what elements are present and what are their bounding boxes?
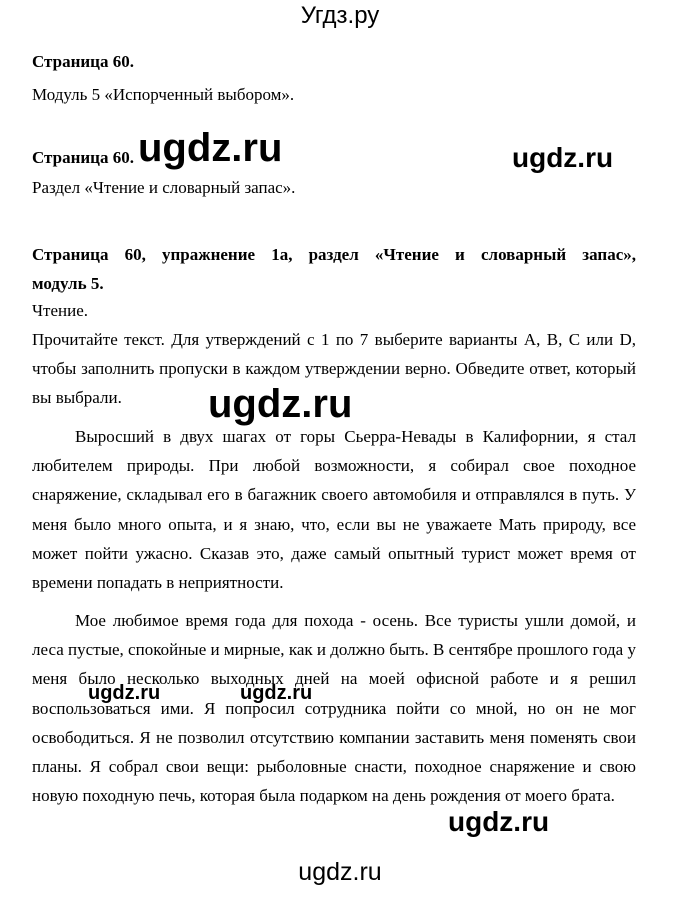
exercise-heading-line1: Страница 60, упражнение 1а, раздел «Чтение и словарный запас», — [32, 245, 636, 264]
watermark: ugdz.ru — [208, 382, 353, 426]
watermark: ugdz.ru — [448, 806, 550, 837]
footer-site: ugdz.ru — [298, 858, 382, 886]
exercise-heading-line2: модуль 5. — [32, 274, 104, 293]
section-title: Страница 60. — [32, 148, 134, 167]
exercise-instruction: Прочитайте текст. Для утверждений с 1 по 7 выберите варианты A, B, C или D, чтобы заполнить пропуски в каждом утверждении верно. Обведите ответ, который вы выбрали. — [32, 330, 636, 408]
exercise-label: Чтение. — [32, 301, 89, 320]
exercise-heading — [32, 240, 636, 298]
watermark: ugdz.ru — [88, 682, 161, 704]
section-title: Страница 60. — [32, 52, 134, 71]
text-paragraph: Мое любимое время года для похода - осень. Все туристы ушли домой, и леса пустые, спокойные и мирные, как и должно быть. В сентябре прошлого года у меня было несколько выходных дней на моей офисной работе и я решил воспользоваться ими. Я попросил сотрудника пойти со мной, но он не мог освободиться. Я не позволил отсутствию компании заставить меня поменять свои планы. Я собрал свои вещи: рыболовные снасти, походное снаряжение и свою новую походную печь, которая была подарком на день рождения от моего брата. — [32, 611, 636, 806]
site-title: Угдз.ру — [300, 2, 380, 29]
watermark: ugdz.ru — [138, 126, 283, 170]
section-subtitle: Раздел «Чтение и словарный запас». — [32, 178, 296, 197]
watermark: ugdz.ru — [240, 682, 313, 704]
watermark: ugdz.ru — [512, 142, 614, 173]
section-subtitle: Модуль 5 «Испорченный выбором». — [32, 85, 295, 104]
text-paragraph: Выросший в двух шагах от горы Сьерра-Невады в Калифорнии, я стал любителем природы. При любой возможности, я собирал свое походное снаряжение, складывал его в багажник своего автомобиля и отправлялся в путь. У меня было много опыта, и я знаю, что, если вы не уважаете Мать природу, все может пойти ужасно. Сказав это, даже самый опытный турист может время от времени попадать в неприятности. — [32, 427, 636, 593]
